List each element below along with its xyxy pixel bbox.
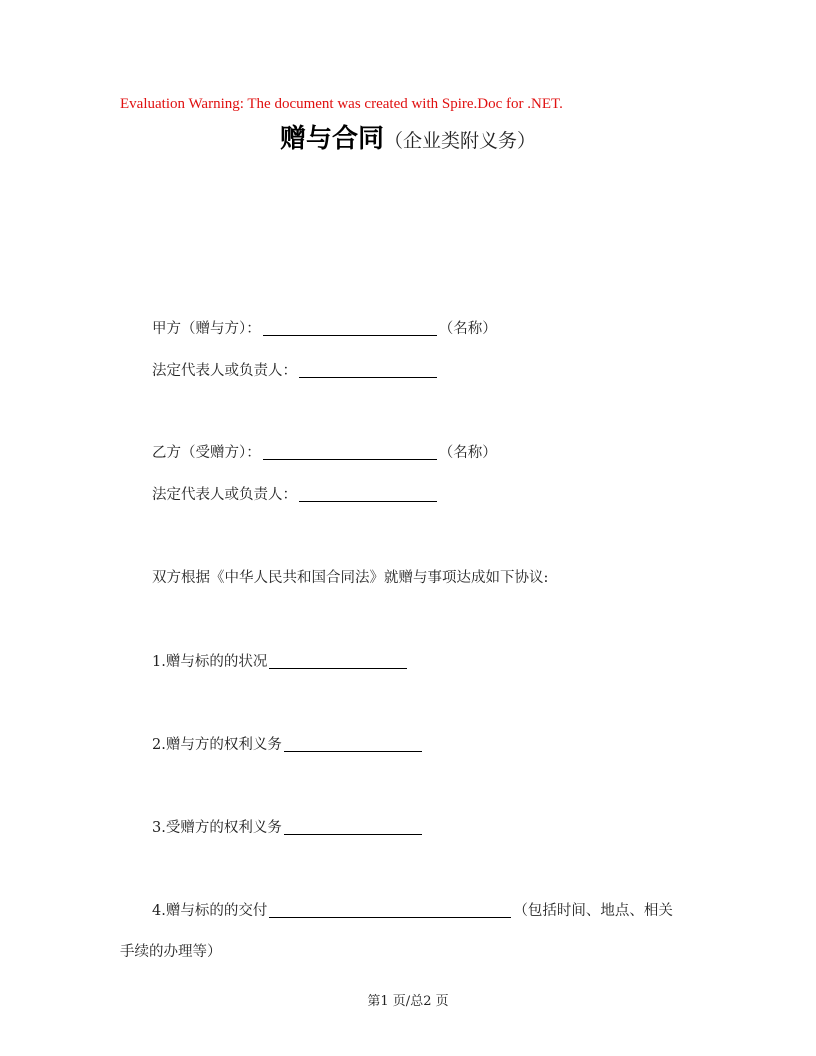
document-title bbox=[0, 118, 816, 155]
clause-2-label: 2.赠与方的权利义务 bbox=[152, 737, 282, 753]
title-main: 赠与合同 bbox=[279, 124, 384, 154]
party-b-rep-field[interactable] bbox=[299, 486, 437, 502]
clause-1-field[interactable] bbox=[269, 653, 407, 669]
page-number: 第1 页/总2 页 bbox=[367, 994, 449, 1009]
title-subtitle: （企业类附义务） bbox=[384, 130, 537, 152]
clause-3 bbox=[152, 816, 424, 837]
party-a-rep-label: 法定代表人或负责人： bbox=[152, 363, 297, 379]
party-a-suffix: （名称） bbox=[438, 321, 497, 337]
party-b-line bbox=[152, 441, 497, 462]
party-a-line bbox=[152, 317, 497, 338]
clause-3-field[interactable] bbox=[284, 819, 422, 835]
party-b-rep-label: 法定代表人或负责人： bbox=[152, 487, 297, 503]
party-b-rep-line bbox=[152, 483, 439, 504]
party-a-rep-field[interactable] bbox=[299, 362, 437, 378]
clause-2-field[interactable] bbox=[284, 736, 422, 752]
evaluation-warning: Evaluation Warning: The document was created with Spire.Doc for .NET. bbox=[120, 96, 563, 112]
clause-1-label: 1.赠与标的的状况 bbox=[152, 654, 268, 670]
clause-4 bbox=[152, 899, 673, 920]
clause-4-suffix: （包括时间、地点、相关 bbox=[513, 903, 673, 919]
party-a-rep-line bbox=[152, 359, 439, 380]
party-a-label: 甲方（赠与方）： bbox=[152, 321, 261, 337]
clause-4-label: 4.赠与标的的交付 bbox=[152, 903, 268, 919]
party-a-name-field[interactable] bbox=[263, 320, 437, 336]
clause-2 bbox=[152, 733, 424, 754]
party-b-label: 乙方（受赠方）： bbox=[152, 445, 261, 461]
clause-1 bbox=[152, 650, 409, 671]
agreement-intro: 双方根据《中华人民共和国合同法》就赠与事项达成如下协议: bbox=[152, 570, 549, 586]
clause-4-field[interactable] bbox=[269, 902, 511, 918]
clause-4-continuation: 手续的办理等） bbox=[120, 944, 222, 960]
party-b-suffix: （名称） bbox=[438, 445, 497, 461]
party-b-name-field[interactable] bbox=[263, 444, 437, 460]
clause-3-label: 3.受赠方的权利义务 bbox=[152, 820, 282, 836]
